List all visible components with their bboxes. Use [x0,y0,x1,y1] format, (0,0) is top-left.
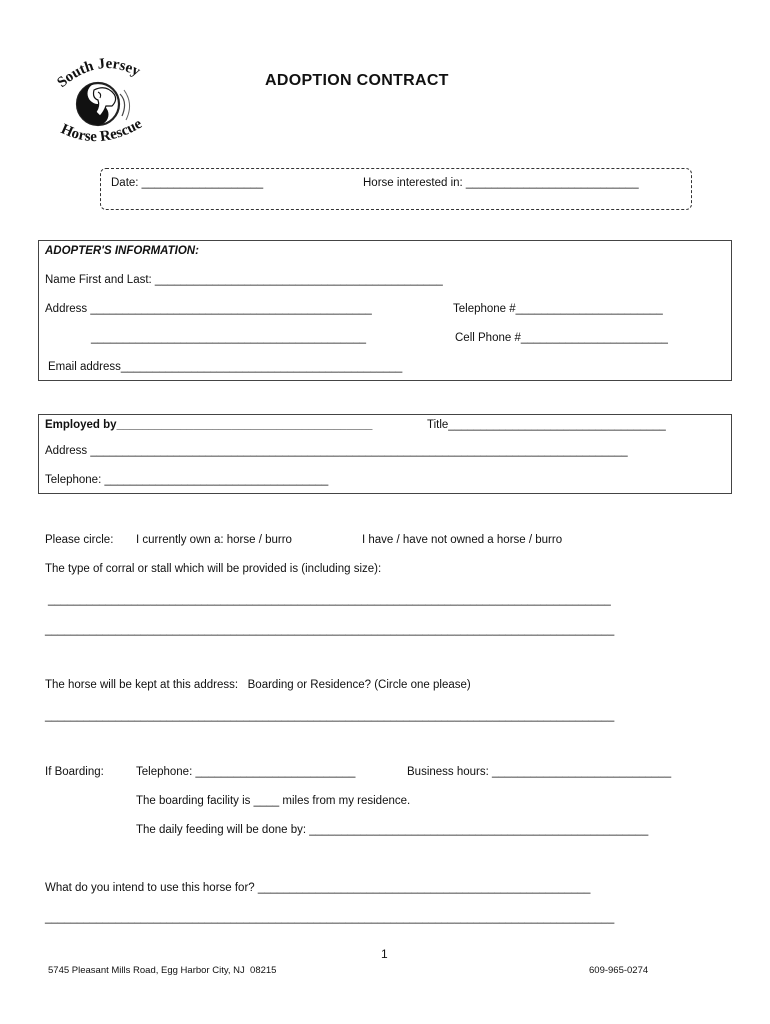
if-boarding-label: If Boarding: [45,766,104,778]
horse-logo-icon [54,54,146,150]
date-field[interactable]: Date: ___________________ [111,177,264,189]
boarding-distance-field[interactable]: The boarding facility is ____ miles from my residence. [136,795,411,807]
cell-phone-field[interactable]: Cell Phone #_______________________ [455,332,668,344]
logo-line1: South Jersey [54,55,143,91]
adopter-heading: ADOPTER'S INFORMATION: [45,245,199,257]
address-field[interactable]: Address ____________________________________________ [45,303,372,315]
corral-question: The type of corral or stall which will be provided is (including size): [45,563,382,575]
horse-interested-field[interactable]: Horse interested in: ___________________________ [363,177,639,189]
svg-text:South Jersey [54,56,143,91]
corral-line-2[interactable]: _________________________________________________________________________________________ [45,624,615,636]
business-hours-field[interactable]: Business hours: ____________________________ [407,766,672,778]
owned-horse-option[interactable]: I have / have not owned a horse / burro [362,534,563,546]
footer-address: 5745 Pleasant Mills Road, Egg Harbor City, NJ 08215 [48,965,277,976]
corral-line-1[interactable]: ________________________________________________________________________________________ [48,594,611,606]
intended-use-field[interactable]: What do you intend to use this horse for? ____________________________________________________ [45,882,591,894]
logo [54,54,146,150]
employer-address-field[interactable]: Address ____________________________________________________________________________________ [45,445,628,457]
telephone-field[interactable]: Telephone #_______________________ [453,303,663,315]
own-horse-option[interactable]: I currently own a: horse / burro [136,534,292,546]
page-number: 1 [381,947,388,961]
boarding-telephone-field[interactable]: Telephone: _________________________ [136,766,356,778]
employer-telephone-field[interactable]: Telephone: ___________________________________ [45,474,329,486]
kept-address-question: The horse will be kept at this address: Boarding or Residence? (Circle one please) [45,679,471,691]
logo-line2: Horse Rescue [58,115,145,146]
employed-by-field[interactable]: Employed by________________________________________ [45,419,373,431]
address-line2-field[interactable]: ___________________________________________ [91,332,367,344]
intended-use-line[interactable]: _________________________________________________________________________________________ [45,912,615,924]
name-field[interactable]: Name First and Last: _____________________________________________ [45,274,443,286]
footer-phone: 609-965-0274 [589,965,649,976]
email-field[interactable]: Email address____________________________________________ [48,361,403,373]
kept-address-line[interactable]: _________________________________________________________________________________________ [45,710,615,722]
daily-feeding-field[interactable]: The daily feeding will be done by: _____________________________________________________ [136,824,649,836]
please-circle-label: Please circle: [45,534,114,546]
job-title-field[interactable]: Title__________________________________ [427,419,666,431]
page-title: ADOPTION CONTRACT [265,72,449,89]
header-box [100,168,692,210]
